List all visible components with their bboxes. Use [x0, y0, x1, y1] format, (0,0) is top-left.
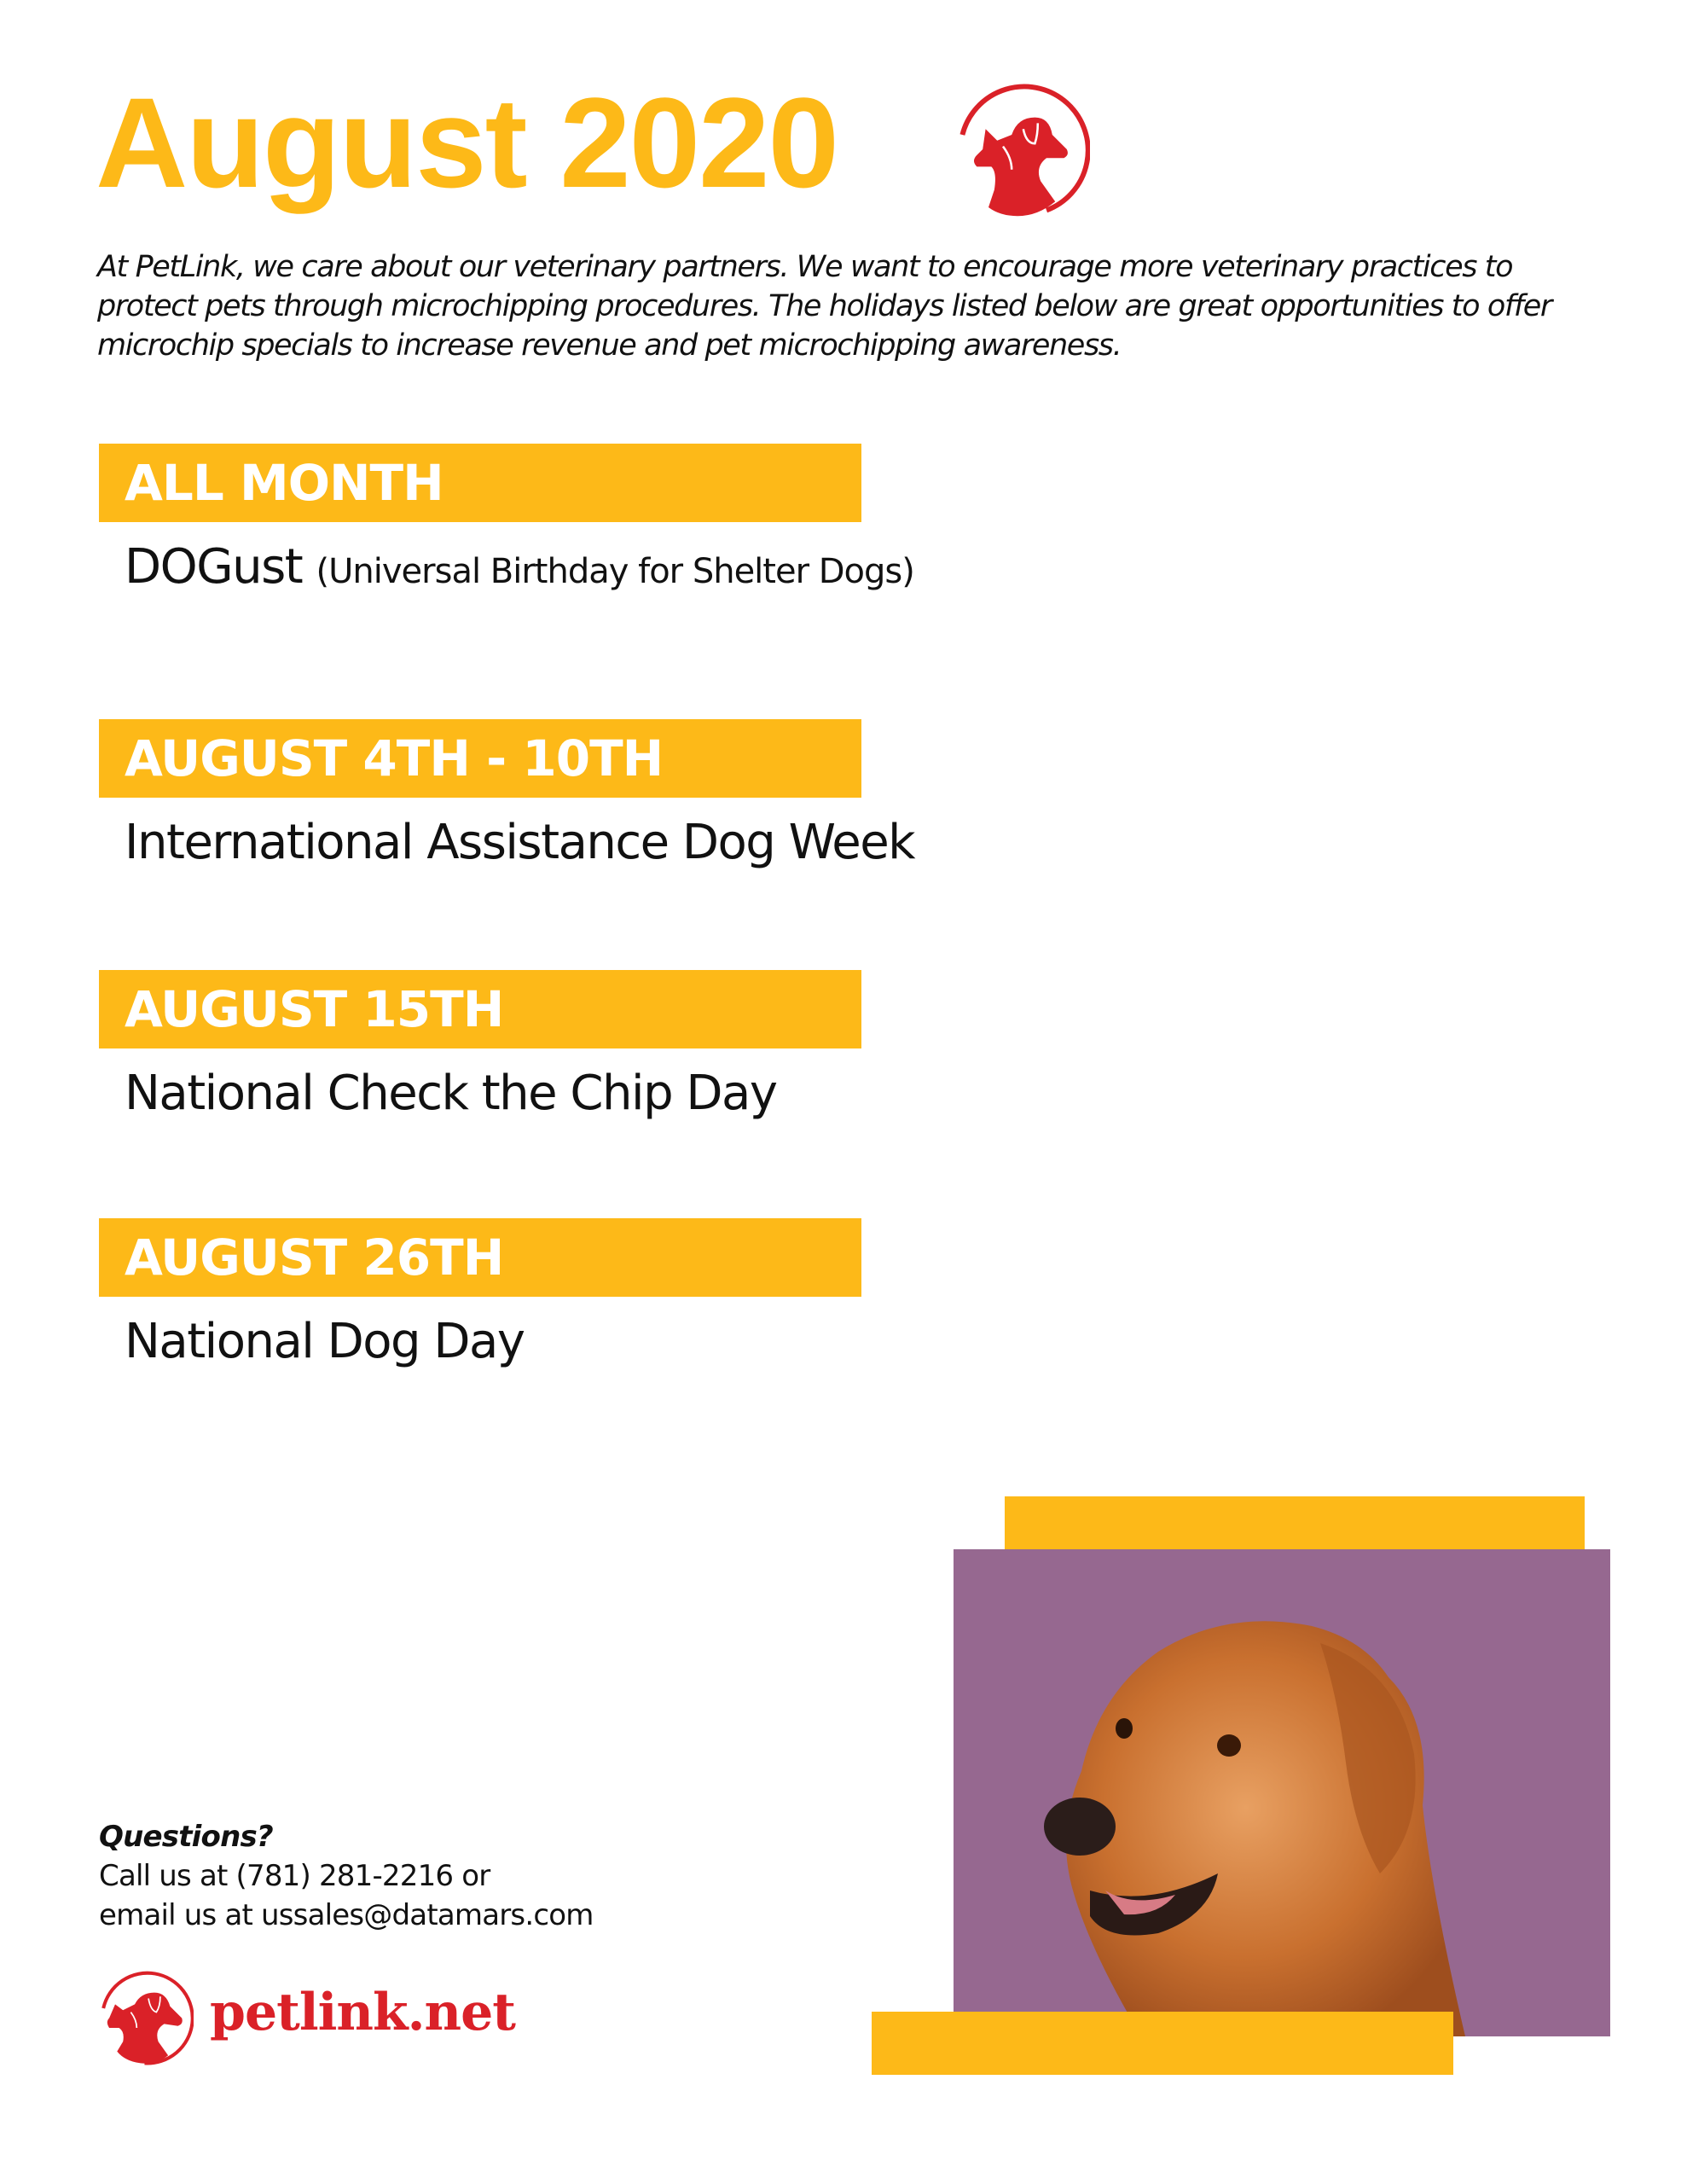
golden-retriever-icon: [954, 1549, 1610, 2036]
contact-phone[interactable]: Call us at (781) 281-2216 or: [99, 1859, 490, 1893]
page-title: August 2020: [96, 71, 838, 214]
decorative-bar-top: [1005, 1496, 1585, 1549]
event-title: DOGust: [125, 539, 303, 595]
intro-paragraph: At PetLink, we care about our veterinary partners. We want to encourage more veterinary practices to protect pets through microchipping procedures. The holidays listed below are great opportunities to offer microchip specials to increase revenue and pet microchipping awareness.: [97, 250, 1551, 363]
petlink-logo-icon: [945, 77, 1090, 222]
event-detail: (Universal Birthday for Shelter Dogs): [316, 552, 914, 591]
dog-photo: [954, 1549, 1610, 2036]
event-title: National Check the Chip Day: [125, 1066, 777, 1121]
event-name: [99, 539, 914, 595]
event-aug-4-10: [99, 719, 914, 870]
contact-email[interactable]: email us at ussales@datamars.com: [99, 1898, 594, 1932]
decorative-bar-bottom: [872, 2012, 1453, 2075]
event-date-banner: AUGUST 26TH: [99, 1218, 861, 1297]
contact-section: [99, 1817, 594, 1935]
website-link[interactable]: petlink.net: [210, 1983, 516, 2042]
petlink-logo-icon: [96, 1969, 194, 2067]
event-title: National Dog Day: [125, 1314, 525, 1369]
event-date-banner: ALL MONTH: [99, 444, 861, 522]
event-date-banner: AUGUST 15TH: [99, 970, 861, 1048]
contact-heading: Questions?: [99, 1820, 273, 1854]
event-all-month: [99, 444, 914, 595]
event-aug-26: [99, 1218, 861, 1369]
event-aug-15: [99, 970, 861, 1121]
event-title: International Assistance Dog Week: [125, 815, 915, 870]
event-date-banner: AUGUST 4TH - 10TH: [99, 719, 861, 798]
